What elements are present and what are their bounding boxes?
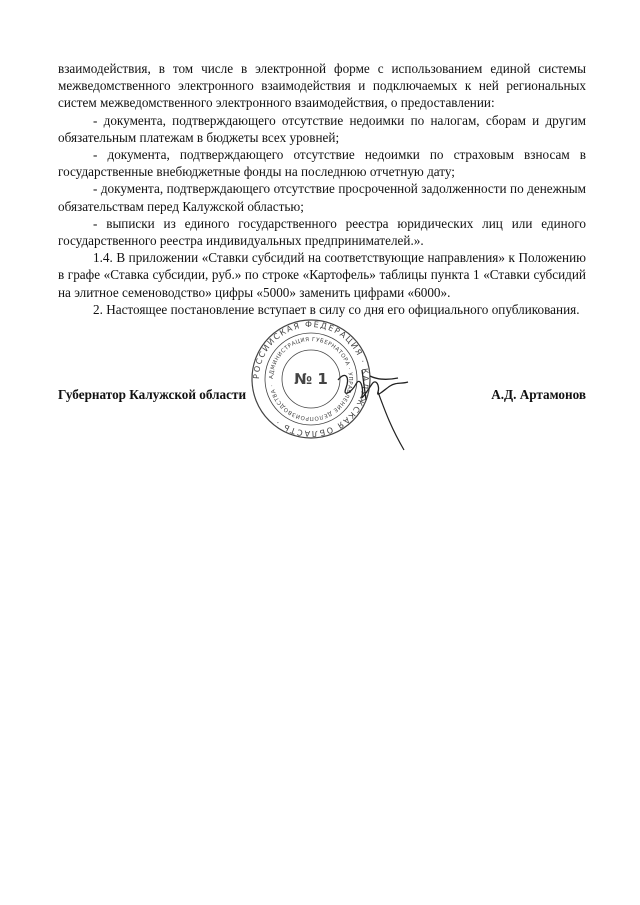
list-item-tax: - документа, подтверждающего отсутствие недоимки по налогам, сборам и другим обязательным платежам в бюджеты всех уровней; xyxy=(58,112,586,145)
signature-block xyxy=(58,387,586,407)
paragraph-continuation: взаимодействия, в том числе в электронной форме с использованием единой системы межведомственного электронного взаимодействия и подключаемых к ней региональных систем межведомственного электронного взаимодействия, о предоставлении: xyxy=(58,61,586,111)
paragraph-2: 2. Настоящее постановление вступает в силу со дня его официального опубликования. xyxy=(93,301,580,317)
list-item-insurance: - документа, подтверждающего отсутствие недоимки по страховым взносам в государственные внебюджетные фонды на последнюю отчетную дату; xyxy=(58,147,586,180)
seal-outer-text: РОССИЙСКАЯ ФЕДЕРАЦИЯ · КАЛУЖСКАЯ ОБЛАСТЬ · xyxy=(251,319,371,439)
document-body xyxy=(58,60,586,318)
seal-inner-text: АДМИНИСТРАЦИЯ ГУБЕРНАТОРА · УПРАВЛЕНИЕ ДЕЛОПРОИЗВОДСТВА · xyxy=(268,336,354,422)
list-item-registry: - выписки из единого государственного реестра юридических лиц или единого государственного реестра индивидуальных предпринимателей.». xyxy=(58,215,586,249)
signatory-name: А.Д. Артамонов xyxy=(491,387,586,402)
seal-number: № 1 xyxy=(294,370,328,388)
list-item-debt: - документа, подтверждающего отсутствие просроченной задолженности по денежным обязательствам перед Калужской областью; xyxy=(58,181,586,214)
signatory-position: Губернатор Калужской области xyxy=(58,387,247,402)
paragraph-1-4: 1.4. В приложении «Ставки субсидий на соответствующие направления» к Положению в графе «Ставка субсидии, руб.» по строке «Картофель» таблицы пункта 1 «Ставки субсидий на элитное семеноводство» цифры «5000» заменить цифрами «6000». xyxy=(58,250,586,300)
